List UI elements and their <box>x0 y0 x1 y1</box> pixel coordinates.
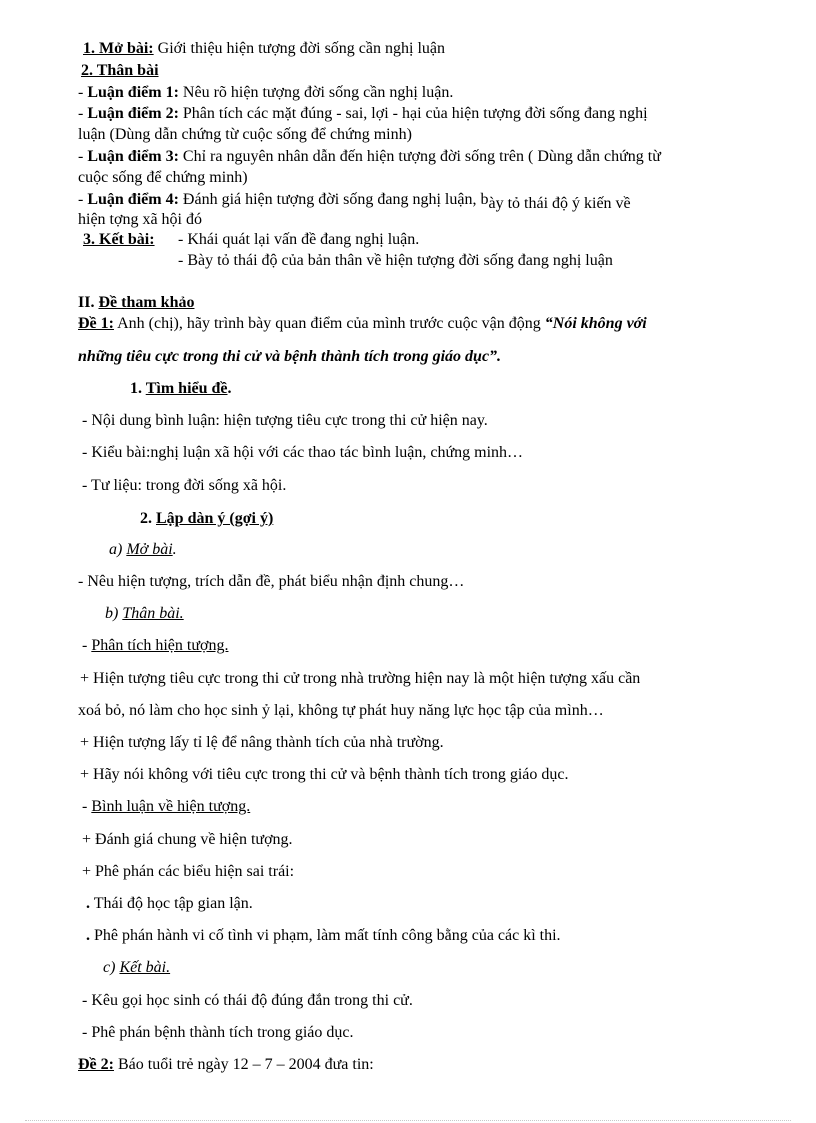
dash: - <box>78 84 88 101</box>
tim-hieu-item: - Kiểu bài:nghị luận xã hội với các thao tác bình luận, chứng minh… <box>82 444 524 461</box>
luan-diem-1-label: Luận điểm 1: <box>87 84 179 101</box>
de-1-quote-cont: những tiêu cực trong thi cử và bệnh thành tích trong giáo dục”. <box>78 348 502 365</box>
ket-bai-label: 3. Kết bài: <box>83 231 155 248</box>
section-2-prefix: II. <box>78 294 99 311</box>
than-bai-label: 2. Thân bài <box>81 62 159 79</box>
tim-hieu-end: . <box>227 380 232 397</box>
ket-bai-line <box>83 231 155 249</box>
mo-bai-point: - Nêu hiện tượng, trích dẫn đề, phát biểu nhận định chung… <box>78 573 465 590</box>
lap-dan-y-heading <box>140 510 273 528</box>
luan-diem-3-cont: cuộc sống để chứng minh) <box>78 169 248 186</box>
de-1-line <box>78 315 647 333</box>
ket-bai-item: - Phê phán bệnh thành tích trong giáo dục. <box>82 1024 354 1041</box>
de-2-line <box>78 1056 374 1074</box>
lap-dan-y-label: Lập dàn ý (gợi ý) <box>156 510 274 527</box>
page-bottom-rule <box>25 1120 791 1121</box>
phan-tich-label: Phân tích hiện tượng. <box>91 637 229 654</box>
tim-hieu-label: Tìm hiểu đề <box>145 380 228 397</box>
luan-diem-4-text: Đánh giá hiện tượng đời sống đang nghị luận, b <box>178 191 489 208</box>
phan-tich-heading <box>82 637 228 655</box>
than-bai-subheading <box>105 605 184 623</box>
sub-a-end: . <box>172 541 177 558</box>
dot-bullet: . <box>86 927 90 944</box>
dash: - <box>78 191 88 208</box>
sub-c-prefix: c) <box>103 959 120 976</box>
tim-hieu-num: 1. <box>130 380 146 397</box>
dash: - <box>78 148 88 165</box>
luan-diem-4-text2: ày tỏ thái độ ý kiến về <box>488 195 631 212</box>
phan-tich-item: + Hiện tượng lấy tỉ lệ để nâng thành tích của nhà trường. <box>80 734 444 751</box>
dot-item-text: Thái độ học tập gian lận. <box>90 895 253 912</box>
lap-dan-y-num: 2. <box>140 510 156 527</box>
luan-diem-3-label: Luận điểm 3: <box>87 148 179 165</box>
luan-diem-1-text: Nêu rõ hiện tượng đời sống cần nghị luận. <box>178 84 454 101</box>
mo-bai-label: 1. Mở bài: <box>83 40 154 57</box>
de-1-quote-start: “Nói không với <box>544 315 647 332</box>
ket-bai-point-2: - Bày tỏ thái độ của bản thân về hiện tượng đời sống đang nghị luận <box>178 252 613 269</box>
luan-diem-2-cont: luận (Dùng dẫn chứng từ cuộc sống để chứng minh) <box>78 126 412 143</box>
sub-c-label: Kết bài. <box>119 959 171 976</box>
luan-diem-2-label: Luận điểm 2: <box>87 105 179 122</box>
dash: - <box>82 798 92 815</box>
sub-a-prefix: a) <box>109 541 127 558</box>
section-2-heading <box>78 294 194 312</box>
tim-hieu-item: - Nội dung bình luận: hiện tượng tiêu cực trong thi cử hiện nay. <box>82 412 488 429</box>
dot-item <box>86 927 561 945</box>
section-2-title: Đề tham khảo <box>98 294 195 311</box>
de-1-text: Anh (chị), hãy trình bày quan điểm của mình trước cuộc vận động <box>113 315 545 332</box>
than-bai-heading <box>81 62 159 80</box>
de-1-label: Đề 1: <box>78 315 114 332</box>
phan-tich-item: + Hiện tượng tiêu cực trong thi cử trong nhà trường hiện nay là một hiện tượng xấu cần <box>80 670 641 687</box>
luan-diem-2-text: Phân tích các mặt đúng - sai, lợi - hại của hiện tượng đời sống đang nghị <box>178 105 648 122</box>
sub-b-label: Thân bài. <box>122 605 184 622</box>
ket-bai-subheading <box>103 959 170 977</box>
dot-bullet: . <box>86 895 90 912</box>
tim-hieu-de-heading <box>130 380 232 398</box>
binh-luan-label: Bình luận về hiện tượng. <box>91 798 251 815</box>
mo-bai-subheading <box>109 541 177 559</box>
binh-luan-item: + Đánh giá chung về hiện tượng. <box>82 831 293 848</box>
binh-luan-item: + Phê phán các biểu hiện sai trái: <box>82 863 295 880</box>
binh-luan-heading <box>82 798 250 816</box>
dot-item <box>86 895 253 913</box>
luan-diem-2-line <box>78 105 648 123</box>
dash: - <box>82 637 92 654</box>
ket-bai-item: - Kêu gọi học sinh có thái độ đúng đắn trong thi cử. <box>82 992 413 1009</box>
dot-item-text: Phê phán hành vi cố tình vi phạm, làm mất tính công bằng của các kì thi. <box>90 927 561 944</box>
de-2-text: Báo tuổi trẻ ngày 12 – 7 – 2004 đưa tin: <box>113 1056 374 1073</box>
luan-diem-4-line <box>78 191 631 212</box>
luan-diem-3-line <box>78 148 661 166</box>
luan-diem-4-label: Luận điểm 4: <box>87 191 179 208</box>
sub-b-prefix: b) <box>105 605 123 622</box>
ket-bai-point-1: - Khái quát lại vấn đề đang nghị luận. <box>178 231 420 248</box>
dash: - <box>78 105 88 122</box>
luan-diem-4-cont: hiện tợng xã hội đó <box>78 211 202 228</box>
mo-bai-text: Giới thiệu hiện tượng đời sống cần nghị luận <box>153 40 445 57</box>
luan-diem-1-line <box>78 84 453 102</box>
luan-diem-3-text: Chỉ ra nguyên nhân dẫn đến hiện tượng đời sống trên ( Dùng dẫn chứng từ <box>178 148 661 165</box>
mo-bai-line <box>83 40 445 58</box>
sub-a-label: Mở bài <box>126 541 173 558</box>
tim-hieu-item: - Tư liệu: trong đời sống xã hội. <box>82 477 287 494</box>
phan-tich-item: + Hãy nói không với tiêu cực trong thi cử và bệnh thành tích trong giáo dục. <box>80 766 569 783</box>
phan-tich-item: xoá bỏ, nó làm cho học sinh ỷ lại, không tự phát huy năng lực học tập của mình… <box>78 702 604 719</box>
de-2-label: Đề 2: <box>78 1056 114 1073</box>
